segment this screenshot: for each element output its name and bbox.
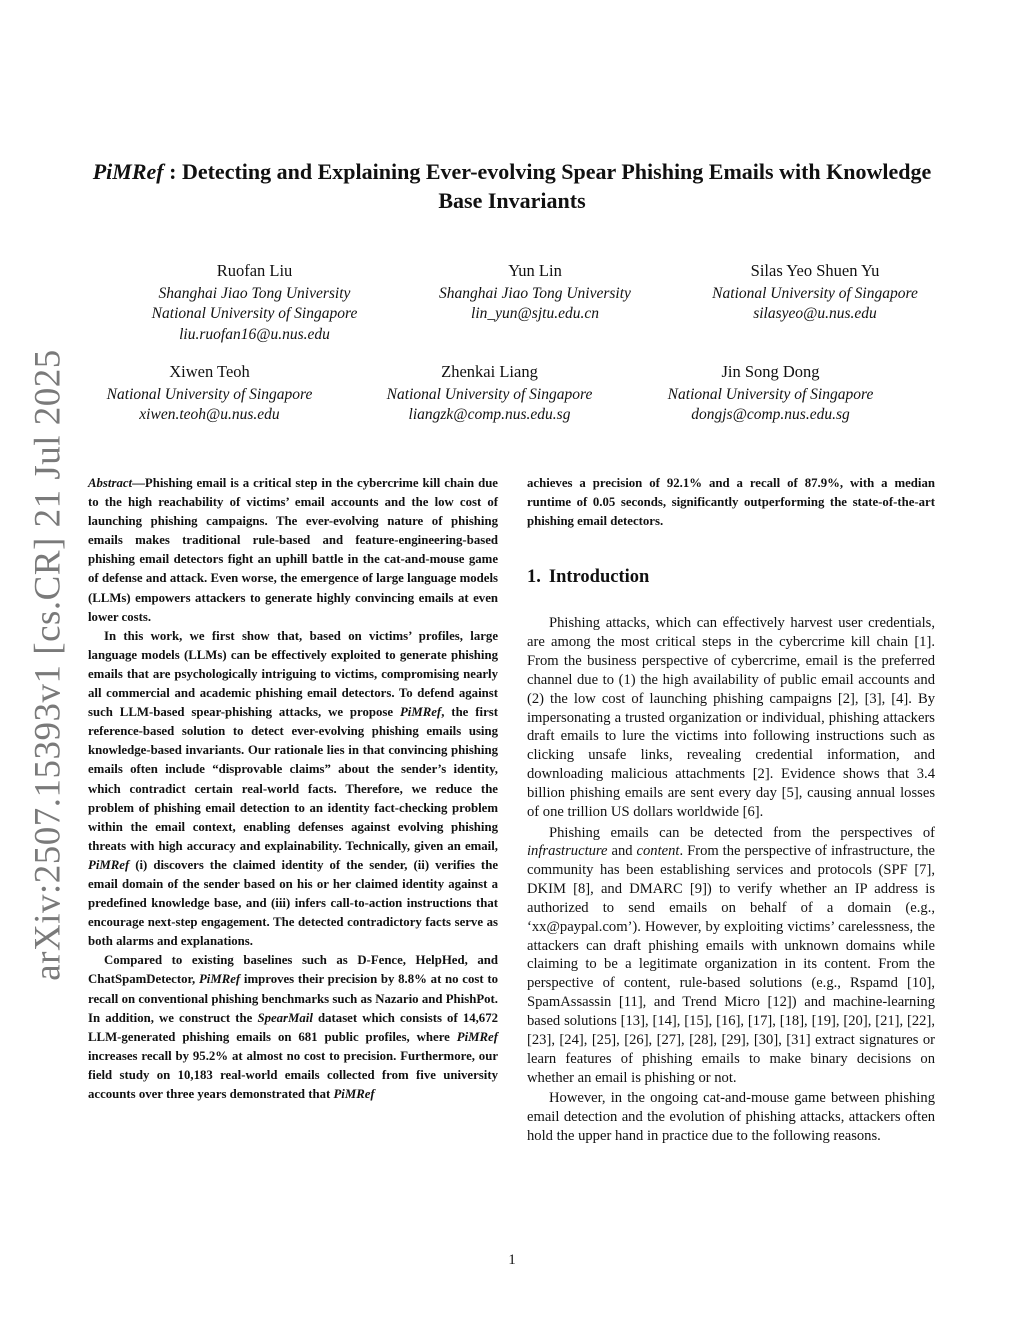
page-number: 1 — [508, 1252, 516, 1268]
author-affiliation: Shanghai Jiao Tong University — [439, 284, 631, 302]
abstract-text: —Phishing email is a critical step in the cybercrime kill chain due to the high reachability of victims’ email accounts and the low cost of launching phishing campaigns. The ever-evolving nature of phishing emails makes traditional rule-based and feature-engineering-based phishing email detectors fight an uphill battle in the cat-and-mouse game of defense and attack. Even worse, the emergence of large language models (LLMs) empowers attackers to generate highly convincing emails at even lower costs. — [88, 476, 498, 624]
author-block — [648, 362, 893, 426]
system-name: PiMRef — [333, 1087, 375, 1101]
author-name: Xiwen Teoh — [169, 362, 250, 381]
abstract-paragraph — [88, 627, 498, 952]
intro-text: Phishing emails can be detected from the perspectives of — [549, 824, 935, 841]
author-email: liangzk@comp.nus.edu.sg — [408, 406, 571, 423]
intro-paragraph: Phishing attacks, which can effectively harvest user credentials, are among the most critical steps in the cybercrime kill chain [1]. From the business perspective of cybercrime, email is the preferred channel due to (1) the high availability of public email accounts and (2) the low cost of launching phishing campaigns [2], [3], [4]. By impersonating a trusted organization or individual, phishing attackers draft emails to lure the victims into following instructions such as clicking unsafe links, revealing credential information, and downloading malicious attachments [2]. Evidence shows that 3.4 billion phishing emails are sent every day [5], causing annual losses of one trillion US dollars worldwide [6]. — [527, 615, 935, 820]
author-block — [137, 261, 372, 345]
intro-emphasis: content — [636, 843, 680, 860]
author-name: Ruofan Liu — [216, 261, 293, 280]
system-name: PiMRef — [456, 1029, 498, 1044]
author-affiliation: Shanghai Jiao Tong University — [158, 284, 351, 302]
author-email: lin_yun@sjtu.edu.cn — [471, 305, 599, 322]
abstract-text: , the first reference-based solution to detect ever-evolving phishing emails using knowledge-based invariants. Our rationale lies in that convincing phishing emails often include “disprovable claims” about the sender’s identity, which contradict certain real-world facts. Therefore, we reduce the problem of phishing email detection to an identity fact-checking problem within the email context, enabling defenses against evolving phishing threats with high accuracy and explainability. Technically, given an email, — [88, 705, 498, 853]
system-name: PiMRef — [88, 857, 130, 872]
abstract-text: (i) discovers the claimed identity of the sender, (ii) verifies the email domain of the sender based on his or her claimed identity against a predefined knowledge base, and (iii) infers call-to-action instructions that encourage next-step engagement. The detected contradictory facts serve as both alarms and explanations. — [88, 857, 498, 949]
author-affiliation: National University of Singapore — [667, 385, 874, 403]
abstract-text: dataset which consists of 14,672 LLM-generated phishing emails on 681 public profiles, where — [88, 1010, 499, 1044]
dataset-name: SpearMail — [257, 1010, 313, 1025]
section-number: 1. — [527, 567, 541, 588]
author-email: xiwen.teoh@u.nus.edu — [139, 406, 280, 423]
author-affiliation: National University of Singapore — [712, 284, 918, 302]
system-name: PiMRef — [399, 705, 442, 720]
abstract-label: Abstract — [88, 476, 133, 490]
author-block — [420, 261, 650, 325]
intro-emphasis: infrastructure — [527, 843, 608, 860]
abstract-continuation: achieves a precision of 92.1% and a recall of 87.9%, with a median runtime of 0.05 seconds, significantly outperforming the state-of-the-art phishing email detectors. — [527, 476, 935, 529]
abstract-text: increases recall by 95.2% at almost no cost to precision. Furthermore, our field study on 10,183 real-world emails collected from five university accounts over three years demonstrated that — [88, 1048, 498, 1101]
author-email: silasyeo@u.nus.edu — [753, 305, 877, 322]
arxiv-stamp-text: arXiv:2507.15393v1 [cs.CR] 21 Jul 2025 — [27, 349, 69, 981]
author-name: Jin Song Dong — [721, 362, 820, 381]
author-email: dongjs@comp.nus.edu.sg — [691, 406, 850, 423]
introduction-body — [527, 614, 935, 1146]
author-email: liu.ruofan16@u.nus.edu — [179, 325, 330, 343]
section-title: Introduction — [548, 567, 650, 588]
author-name: Zhenkai Liang — [441, 362, 538, 381]
right-column — [527, 474, 935, 1146]
abstract-column — [88, 474, 498, 1104]
abstract-text: In this work, we first show that, based on victims’ profiles, large language models (LLMs) can be effectively exploited to generate phishing emails that are psychologically intriguing to victims, compromising nearly all commercial and academic phishing email detectors. To defend against such LLM-based spear-phishing attacks, we propose — [88, 628, 498, 720]
author-block — [695, 261, 935, 325]
abstract-paragraph — [88, 474, 498, 627]
abstract-text: improves their precision by 8.8% at no cost to recall on conventional phishing benchmarks such as Nazario and PhishPot. In addition, we construct the — [88, 972, 499, 1025]
section-heading — [527, 567, 935, 588]
author-block — [87, 362, 332, 426]
paper-title — [90, 157, 934, 215]
system-name: PiMRef — [198, 972, 241, 987]
intro-paragraph: However, in the ongoing cat-and-mouse game between phishing email detection and the evolution of phishing attacks, attackers often hold the upper hand in practice due to the following reasons. — [527, 1090, 935, 1145]
author-block — [367, 362, 612, 426]
author-affiliation: National University of Singapore — [106, 385, 313, 403]
abstract-paragraph — [88, 951, 498, 1104]
intro-text: . From the perspective of infrastructure, the community has been establishing services and protocols (SPF [7], DKIM [8], and DMARC [9]) to verify whether an IP address is authorized to send emails on behalf of a domain (e.g., ‘xx@paypal.com’). However, by exploiting victims’ carelessness, the attackers can draft phishing emails with unknown domains while claiming to be a legitimate organization in its content. From the perspective of content, rule-based solutions (e.g., Rspamd [10], SpamAssassin [11], and Trend Micro [12]) and machine-learning based solutions [13], [14], [15], [16], [17], [18], [19], [20], [21], [22], [23], [24], [25], [26], [27], [28], [29], [30], [31] extract signatures or learn features of phishing emails to make binary decisions on whether an email is phishing or not. — [527, 843, 935, 1086]
title-system-name: PiMRef — [92, 159, 164, 184]
abstract-text: Compared to existing baselines such as D-Fence, HelpHed, and ChatSpamDetector, — [88, 953, 498, 987]
author-affiliation: National University of Singapore — [386, 385, 593, 403]
author-affiliation: National University of Singapore — [151, 305, 358, 322]
author-name: Silas Yeo Shuen Yu — [750, 261, 880, 280]
intro-text: and — [607, 843, 637, 860]
intro-paragraph — [527, 824, 935, 1088]
author-name: Yun Lin — [508, 261, 562, 280]
title-rest: : Detecting and Explaining Ever-evolving Spear Phishing Emails with Knowledge Base Invariants — [163, 159, 932, 213]
